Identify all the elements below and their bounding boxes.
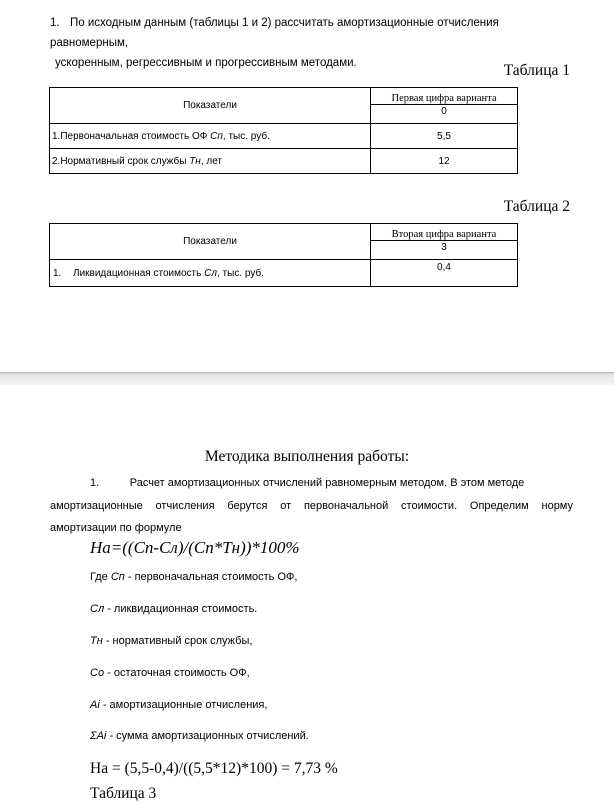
table2-variant-value: 3 xyxy=(441,242,447,253)
table1-variant-header-cell xyxy=(371,88,518,124)
task-line-2: ускоренным, регрессивным и прогрессивным методами. xyxy=(55,57,357,69)
table2-row1-value: 0,4 xyxy=(371,260,518,287)
table2-header-label: Показатели xyxy=(50,224,371,260)
table1-variant-value: 0 xyxy=(441,106,447,117)
table2-row1-label: 1. Ликвидационная стоимость Сл, тыс. руб. xyxy=(50,260,371,287)
definition-item: Ai - амортизационные отчисления, xyxy=(90,699,268,711)
definition-item: ΣAi - сумма амортизационных отчислений. xyxy=(90,730,309,742)
table1-header-label: Показатели xyxy=(50,88,371,124)
method-paragraph xyxy=(50,472,573,540)
definition-item: Сл - ликвидационная стоимость. xyxy=(90,603,258,615)
table2-variant-header: Вторая цифра варианта xyxy=(371,229,517,241)
table1-row1-label: 1.Первоначальная стоимость ОФ Сп, тыс. руб. xyxy=(50,124,371,149)
amortization-formula: На=((Сп-Сл)/(Сп*Тн))*100% xyxy=(90,538,300,557)
definition-item: Со - остаточная стоимость ОФ, xyxy=(90,667,250,679)
table1-row2-label: 2.Нормативный срок службы Тн, лет xyxy=(50,149,371,174)
table-row xyxy=(50,124,518,149)
table1-caption: Таблица 1 xyxy=(503,62,570,79)
document-page-2 xyxy=(0,385,614,801)
definition-item: Тн - нормативный срок службы, xyxy=(90,635,253,647)
paragraph-line-1: 1. Расчет амортизационных отчислений равномерным методом. В этом методе xyxy=(90,477,525,489)
document-page-1 xyxy=(0,0,614,372)
table2-variant-header-cell xyxy=(371,224,518,260)
calculation-result: На = (5,5-0,4)/((5,5*12)*100) = 7,73 % xyxy=(90,760,338,777)
method-title: Методика выполнения работы: xyxy=(204,448,410,465)
table3-caption: Таблица 3 xyxy=(90,785,157,802)
table-row xyxy=(50,260,518,287)
table2-caption: Таблица 2 xyxy=(503,198,570,215)
paragraph-line-3: амортизации по формуле xyxy=(50,522,182,534)
page-separator xyxy=(0,372,614,385)
table-2 xyxy=(49,223,518,287)
task-number: 1. xyxy=(50,17,60,29)
table-1 xyxy=(49,87,518,174)
table1-variant-header: Первая цифра варианта xyxy=(371,93,517,105)
table1-row1-value: 5,5 xyxy=(371,124,518,149)
task-line-1: По исходным данным (таблицы 1 и 2) рассчитать амортизационные отчисления равномерным, xyxy=(50,17,499,49)
table-row xyxy=(50,149,518,174)
paragraph-line-2: амортизационные отчисления берутся от первоначальной стоимости. Определим норму xyxy=(50,499,573,512)
task-statement xyxy=(50,13,575,73)
table1-row2-value: 12 xyxy=(371,149,518,174)
definition-item: Где Сп - первоначальная стоимость ОФ, xyxy=(90,571,298,583)
